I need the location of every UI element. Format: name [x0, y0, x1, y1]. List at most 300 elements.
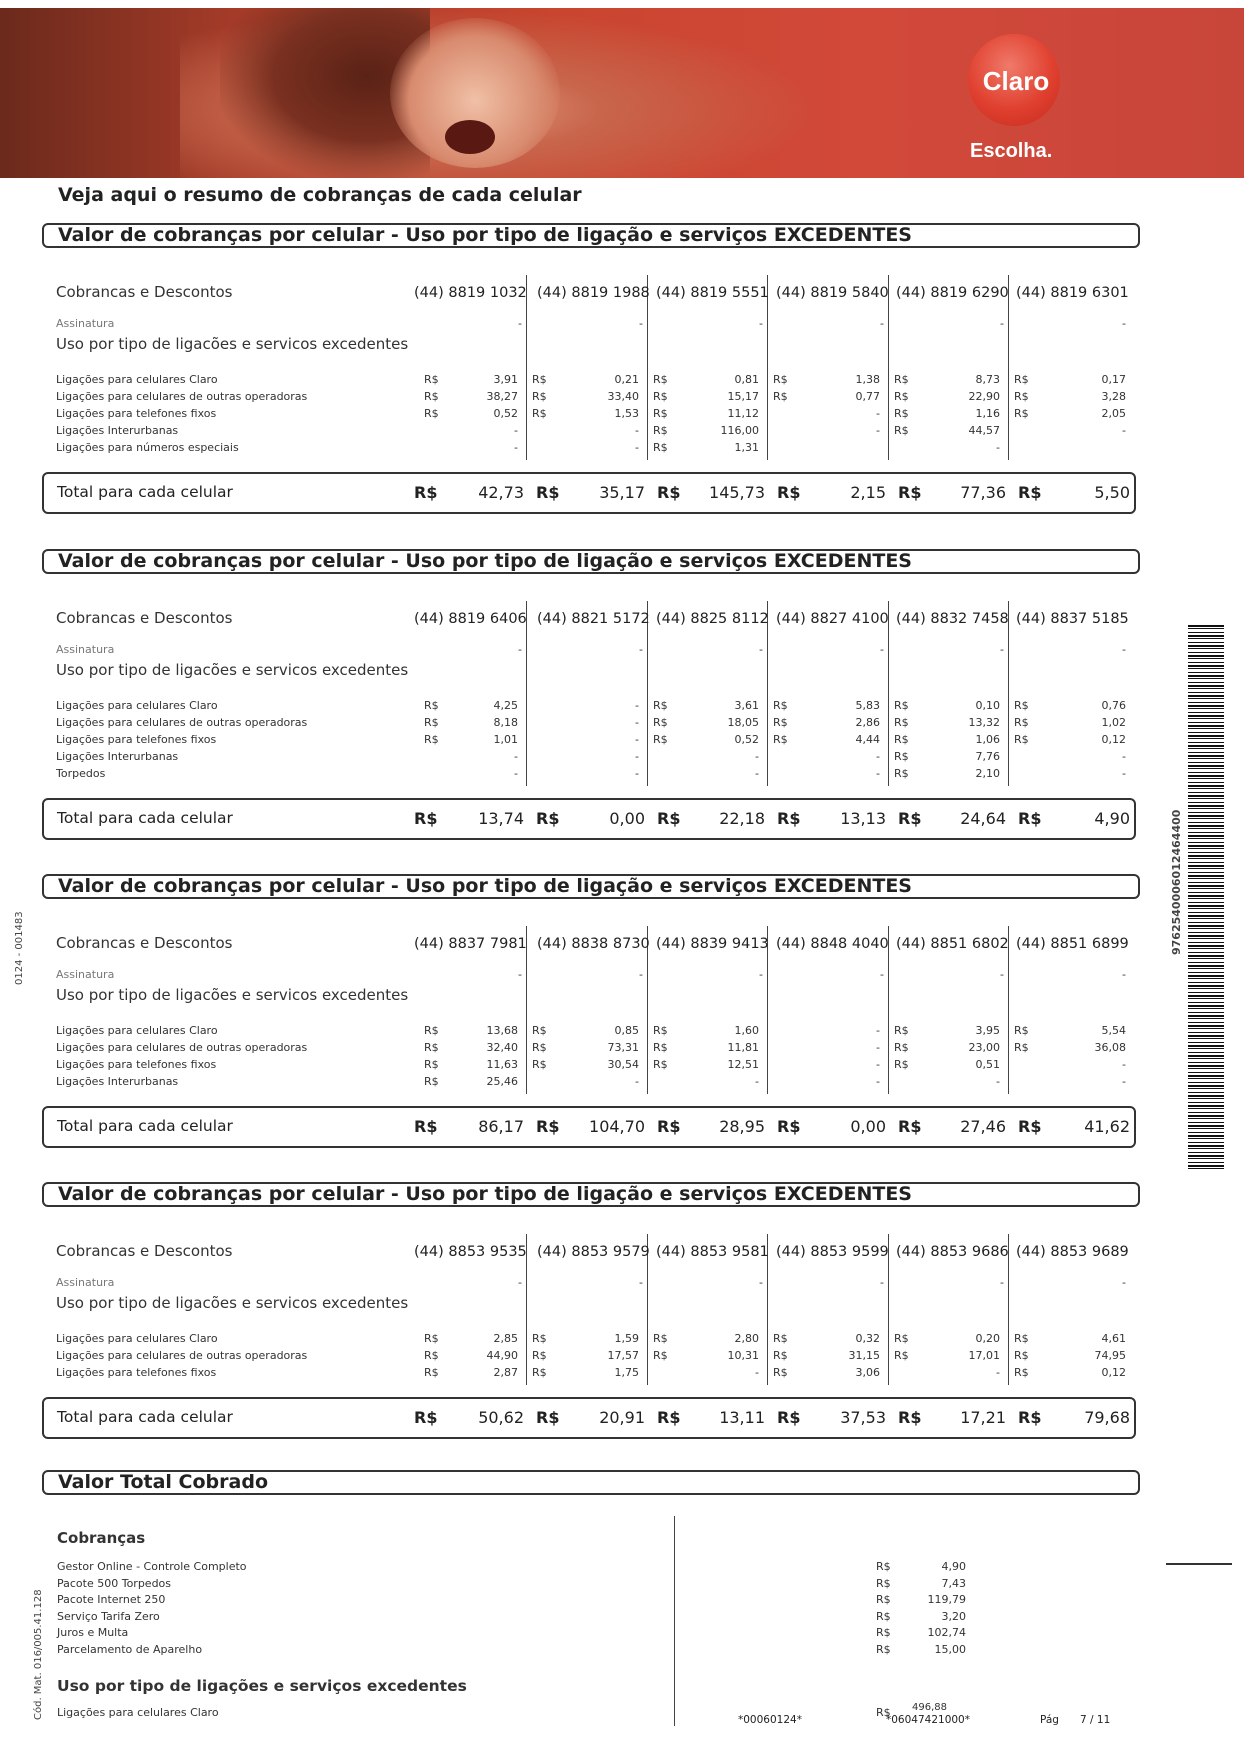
- usage-value: 10,31: [727, 1349, 759, 1362]
- subscription-value: -: [639, 968, 643, 981]
- total-value: 35,17: [599, 483, 645, 502]
- charges-header-label: Cobrancas e Descontos: [56, 1242, 233, 1260]
- usage-first-row: Ligações para celulares Claro: [57, 1706, 219, 1719]
- usage-dash: -: [876, 767, 880, 780]
- total-label: Total para cada celular: [57, 483, 233, 501]
- phone-number: (44) 8819 6406: [414, 611, 527, 627]
- usage-dash: -: [755, 750, 759, 763]
- total-label: Total para cada celular: [57, 809, 233, 827]
- usage-currency: R$: [424, 1041, 439, 1054]
- usage-currency: R$: [894, 750, 909, 763]
- usage-currency: R$: [424, 407, 439, 420]
- subscription-value: -: [880, 643, 884, 656]
- usage-currency: R$: [773, 716, 788, 729]
- column-separator: [1008, 601, 1009, 786]
- usage-currency: R$: [424, 1366, 439, 1379]
- subscription-value: -: [1122, 317, 1126, 330]
- usage-row-label: Torpedos: [56, 767, 106, 780]
- usage-value: 1,59: [614, 1332, 639, 1345]
- total-currency: R$: [414, 809, 438, 828]
- phone-number: (44) 8848 4040: [776, 936, 889, 952]
- total-value: 22,18: [719, 809, 765, 828]
- usage-currency: R$: [653, 1058, 668, 1071]
- total-value: 41,62: [1084, 1117, 1130, 1136]
- total-currency: R$: [898, 1117, 922, 1136]
- total-value: 77,36: [960, 483, 1006, 502]
- usage-value: 0,85: [614, 1024, 639, 1037]
- phone-number: (44) 8827 4100: [776, 611, 889, 627]
- usage-dash: -: [755, 1366, 759, 1379]
- usage-currency: R$: [424, 1332, 439, 1345]
- usage-value: 5,83: [855, 699, 880, 712]
- usage-dash: -: [876, 407, 880, 420]
- total-value: 28,95: [719, 1117, 765, 1136]
- usage-row-label: Ligações Interurbanas: [56, 1075, 179, 1088]
- charge-item-label: Gestor Online - Controle Completo: [57, 1560, 247, 1573]
- section-title: Valor de cobranças por celular - Uso por tipo de ligação e serviços EXCEDENTES: [42, 874, 1140, 899]
- usage-currency: R$: [653, 1041, 668, 1054]
- usage-value: 1,38: [855, 373, 880, 386]
- usage-dash: -: [635, 767, 639, 780]
- total-currency: R$: [657, 1408, 681, 1427]
- usage-value: 36,08: [1094, 1041, 1126, 1054]
- usage-row-label: Ligações para celulares Claro: [56, 373, 218, 386]
- total-currency: R$: [657, 809, 681, 828]
- total-value: 0,00: [850, 1117, 886, 1136]
- usage-dash: -: [635, 699, 639, 712]
- usage-value: 44,90: [486, 1349, 518, 1362]
- subscription-value: -: [759, 1276, 763, 1289]
- fold-mark: [1166, 1563, 1232, 1565]
- usage-currency: R$: [894, 1024, 909, 1037]
- charge-item-currency: R$: [876, 1560, 891, 1573]
- usage-dash: -: [996, 1075, 1000, 1088]
- usage-value: 25,46: [486, 1075, 518, 1088]
- usage-dash: -: [876, 1075, 880, 1088]
- footer-partial-currency: R$: [876, 1706, 891, 1719]
- usage-value: 1,53: [614, 407, 639, 420]
- usage-value: 17,57: [607, 1349, 639, 1362]
- total-value: 4,90: [1094, 809, 1130, 828]
- usage-value: 0,20: [975, 1332, 1000, 1345]
- usage-value: 116,00: [720, 424, 759, 437]
- barcode: [1188, 625, 1224, 1170]
- usage-currency: R$: [532, 390, 547, 403]
- total-label: Total para cada celular: [57, 1408, 233, 1426]
- subscription-value: -: [880, 1276, 884, 1289]
- side-code-bottom: Cód. Mat. 016/005.41.128: [33, 1589, 44, 1720]
- page-number: 7 / 11: [1080, 1714, 1111, 1726]
- total-currency: R$: [414, 1408, 438, 1427]
- usage-value: 2,10: [975, 767, 1000, 780]
- usage-value: 2,05: [1101, 407, 1126, 420]
- total-value: 20,91: [599, 1408, 645, 1427]
- usage-row-label: Ligações para celulares Claro: [56, 1332, 218, 1345]
- phone-number: (44) 8853 9686: [896, 1244, 1009, 1260]
- usage-value: 13,68: [486, 1024, 518, 1037]
- usage-currency: R$: [773, 390, 788, 403]
- phone-number: (44) 8853 9689: [1016, 1244, 1129, 1260]
- usage-row-label: Ligações para celulares de outras operadoras: [56, 716, 308, 729]
- subscription-value: -: [639, 643, 643, 656]
- usage-currency: R$: [894, 1058, 909, 1071]
- total-currency: R$: [1018, 809, 1042, 828]
- total-currency: R$: [414, 1117, 438, 1136]
- usage-currency: R$: [653, 699, 668, 712]
- usage-dash: -: [876, 424, 880, 437]
- phone-number: (44) 8832 7458: [896, 611, 1009, 627]
- total-value: 79,68: [1084, 1408, 1130, 1427]
- usage-currency: R$: [773, 1332, 788, 1345]
- usage-currency: R$: [1014, 1366, 1029, 1379]
- usage-currency: R$: [653, 441, 668, 454]
- total-currency: R$: [777, 1408, 801, 1427]
- subscription-value: -: [1000, 643, 1004, 656]
- usage-value: 8,18: [493, 716, 518, 729]
- usage-value: 13,32: [968, 716, 1000, 729]
- total-value: 145,73: [709, 483, 765, 502]
- usage-currency: R$: [894, 407, 909, 420]
- usage-value: 44,57: [968, 424, 1000, 437]
- total-value: 37,53: [840, 1408, 886, 1427]
- phone-number: (44) 8819 1988: [537, 285, 650, 301]
- charge-item-value: 4,90: [941, 1560, 966, 1573]
- usage-value: 73,31: [607, 1041, 639, 1054]
- total-section-divider: [674, 1516, 675, 1726]
- usage-dash: -: [1122, 424, 1126, 437]
- usage-dash: -: [635, 1075, 639, 1088]
- usage-value: 7,76: [975, 750, 1000, 763]
- usage-value: 11,12: [727, 407, 759, 420]
- usage-currency: R$: [894, 1041, 909, 1054]
- usage-row-label: Ligações para celulares Claro: [56, 699, 218, 712]
- usage-value: 4,44: [855, 733, 880, 746]
- usage-value: 3,91: [493, 373, 518, 386]
- usage-currency: R$: [653, 716, 668, 729]
- usage-dash: -: [514, 750, 518, 763]
- usage-row-label: Ligações para telefones fixos: [56, 1366, 217, 1379]
- total-currency: R$: [414, 483, 438, 502]
- subscription-value: -: [518, 968, 522, 981]
- usage-currency: R$: [894, 390, 909, 403]
- usage-dash: -: [635, 441, 639, 454]
- usage-label: Uso por tipo de ligacões e servicos excedentes: [56, 335, 409, 353]
- usage-value: 0,21: [614, 373, 639, 386]
- section-title: Valor de cobranças por celular - Uso por tipo de ligação e serviços EXCEDENTES: [42, 223, 1140, 248]
- total-currency: R$: [536, 483, 560, 502]
- usage-value: 12,51: [727, 1058, 759, 1071]
- total-value: 50,62: [478, 1408, 524, 1427]
- usage-currency: R$: [424, 699, 439, 712]
- usage-value: 2,85: [493, 1332, 518, 1345]
- usage-dash: -: [996, 441, 1000, 454]
- total-value: 13,74: [478, 809, 524, 828]
- usage-value: 0,81: [734, 373, 759, 386]
- usage-row-label: Ligações para telefones fixos: [56, 1058, 217, 1071]
- charge-item-currency: R$: [876, 1593, 891, 1606]
- column-separator: [888, 601, 889, 786]
- usage-currency: R$: [894, 1349, 909, 1362]
- usage-dash: -: [996, 1366, 1000, 1379]
- usage-currency: R$: [532, 407, 547, 420]
- logo-text: Claro: [982, 66, 1050, 96]
- usage-dash: -: [514, 424, 518, 437]
- subscription-value: -: [518, 317, 522, 330]
- usage-currency: R$: [1014, 1041, 1029, 1054]
- usage-value: 1,02: [1101, 716, 1126, 729]
- side-code-top: 0124 - 001483: [14, 911, 25, 985]
- subscription-value: -: [1122, 1276, 1126, 1289]
- usage-value: 0,32: [855, 1332, 880, 1345]
- usage-value: 23,00: [968, 1041, 1000, 1054]
- total-currency: R$: [898, 809, 922, 828]
- total-currency: R$: [1018, 1408, 1042, 1427]
- subscription-label: Assinatura: [56, 317, 115, 330]
- charge-item-value: 119,79: [927, 1593, 966, 1606]
- footer-code-right: *06047421000*: [886, 1714, 970, 1726]
- usage-dash: -: [514, 441, 518, 454]
- total-label: Total para cada celular: [57, 1117, 233, 1135]
- charge-item-value: 15,00: [934, 1642, 966, 1656]
- subscription-value: -: [1000, 968, 1004, 981]
- usage-currency: R$: [424, 1349, 439, 1362]
- usage-dash: -: [876, 1058, 880, 1071]
- charge-item-label: Serviço Tarifa Zero: [57, 1609, 160, 1623]
- phone-number: (44) 8851 6802: [896, 936, 1009, 952]
- column-separator: [767, 275, 768, 460]
- usage-currency: R$: [894, 699, 909, 712]
- total-value: 2,15: [850, 483, 886, 502]
- total-currency: R$: [777, 809, 801, 828]
- usage-label: Uso por tipo de ligacões e servicos excedentes: [56, 1294, 409, 1312]
- usage-row-label: Ligações Interurbanas: [56, 750, 179, 763]
- charge-item-currency: R$: [876, 1626, 891, 1639]
- usage-currency: R$: [653, 373, 668, 386]
- page-heading: Veja aqui o resumo de cobranças de cada celular: [58, 184, 582, 206]
- column-separator: [888, 275, 889, 460]
- total-value: 13,11: [719, 1408, 765, 1427]
- subscription-value: -: [759, 968, 763, 981]
- usage-value: 15,17: [727, 390, 759, 403]
- usage-currency: R$: [1014, 373, 1029, 386]
- phone-number: (44) 8853 9599: [776, 1244, 889, 1260]
- usage-value: 0,17: [1101, 373, 1126, 386]
- total-value: 104,70: [589, 1117, 645, 1136]
- usage-currency: R$: [653, 424, 668, 437]
- column-separator: [647, 601, 648, 786]
- total-currency: R$: [1018, 1117, 1042, 1136]
- usage-value: 0,51: [975, 1058, 1000, 1071]
- total-currency: R$: [898, 1408, 922, 1427]
- phone-number: (44) 8819 1032: [414, 285, 527, 301]
- section-title: Valor de cobranças por celular - Uso por tipo de ligação e serviços EXCEDENTES: [42, 1182, 1140, 1207]
- phone-number: (44) 8838 8730: [537, 936, 650, 952]
- charge-item-label: Juros e Multa: [57, 1626, 129, 1639]
- phone-number: (44) 8819 6301: [1016, 285, 1129, 301]
- subscription-value: -: [1122, 643, 1126, 656]
- usage-currency: R$: [532, 1366, 547, 1379]
- charges-header-label: Cobrancas e Descontos: [56, 283, 233, 301]
- subscription-value: -: [1000, 1276, 1004, 1289]
- column-separator: [647, 275, 648, 460]
- usage-currency: R$: [894, 424, 909, 437]
- usage-value: 4,25: [493, 699, 518, 712]
- usage-dash: -: [635, 424, 639, 437]
- charges-label: Cobranças: [57, 1529, 146, 1547]
- usage-currency: R$: [532, 1349, 547, 1362]
- usage-value: 18,05: [727, 716, 759, 729]
- total-value: 86,17: [478, 1117, 524, 1136]
- total-currency: R$: [777, 1117, 801, 1136]
- subscription-value: -: [518, 1276, 522, 1289]
- total-value: 42,73: [478, 483, 524, 502]
- phone-number: (44) 8851 6899: [1016, 936, 1129, 952]
- usage-value: 2,87: [493, 1366, 518, 1379]
- phone-number: (44) 8821 5172: [537, 611, 650, 627]
- usage-value: 32,40: [486, 1041, 518, 1054]
- column-separator: [1008, 275, 1009, 460]
- usage-value: 30,54: [607, 1058, 639, 1071]
- usage-currency: R$: [1014, 1024, 1029, 1037]
- charge-item-value: 102,74: [927, 1626, 966, 1639]
- usage-value: 0,12: [1101, 1366, 1126, 1379]
- total-currency: R$: [777, 483, 801, 502]
- usage-currency: R$: [894, 733, 909, 746]
- usage-currency: R$: [1014, 407, 1029, 420]
- usage-value: 2,80: [734, 1332, 759, 1345]
- footer-code-left: *00060124*: [738, 1714, 802, 1726]
- subscription-label: Assinatura: [56, 1276, 115, 1289]
- usage-value: 1,01: [493, 733, 518, 746]
- usage-value: 1,06: [975, 733, 1000, 746]
- usage-value: 1,16: [975, 407, 1000, 420]
- column-separator: [767, 601, 768, 786]
- usage-currency: R$: [424, 716, 439, 729]
- total-value: 27,46: [960, 1117, 1006, 1136]
- phone-number: (44) 8853 9579: [537, 1244, 650, 1260]
- usage-value: 0,77: [855, 390, 880, 403]
- usage-value: 0,52: [734, 733, 759, 746]
- charge-item-currency: R$: [876, 1642, 891, 1656]
- subscription-value: -: [880, 317, 884, 330]
- usage-value: 38,27: [486, 390, 518, 403]
- usage-currency: R$: [424, 1075, 439, 1088]
- usage-label-final: Uso por tipo de ligações e serviços excedentes: [57, 1677, 467, 1695]
- total-currency: R$: [536, 1117, 560, 1136]
- usage-dash: -: [1122, 1058, 1126, 1071]
- usage-dash: -: [514, 767, 518, 780]
- usage-value: 5,54: [1101, 1024, 1126, 1037]
- section-title: Valor de cobranças por celular - Uso por tipo de ligação e serviços EXCEDENTES: [42, 549, 1140, 574]
- usage-row-label: Ligações para celulares de outras operadoras: [56, 1349, 308, 1362]
- usage-dash: -: [635, 733, 639, 746]
- usage-value: 3,06: [855, 1366, 880, 1379]
- usage-row-label: Ligações para telefones fixos: [56, 733, 217, 746]
- usage-row-label: Ligações para celulares de outras operadoras: [56, 390, 308, 403]
- charge-item-currency: R$: [876, 1576, 891, 1590]
- phone-number: (44) 8819 5840: [776, 285, 889, 301]
- phone-number: (44) 8837 7981: [414, 936, 527, 952]
- charge-item-label: Parcelamento de Aparelho: [57, 1642, 203, 1656]
- usage-currency: R$: [653, 1332, 668, 1345]
- usage-currency: R$: [653, 407, 668, 420]
- phone-number: (44) 8819 6290: [896, 285, 1009, 301]
- usage-currency: R$: [424, 1024, 439, 1037]
- total-value: 13,13: [840, 809, 886, 828]
- usage-label: Uso por tipo de ligacões e servicos excedentes: [56, 661, 409, 679]
- usage-currency: R$: [653, 390, 668, 403]
- usage-currency: R$: [1014, 699, 1029, 712]
- subscription-label: Assinatura: [56, 643, 115, 656]
- usage-dash: -: [1122, 750, 1126, 763]
- usage-value: 0,76: [1101, 699, 1126, 712]
- usage-dash: -: [635, 750, 639, 763]
- usage-currency: R$: [894, 716, 909, 729]
- usage-value: 11,81: [727, 1041, 759, 1054]
- phone-number: (44) 8853 9535: [414, 1244, 527, 1260]
- charges-header-label: Cobrancas e Descontos: [56, 934, 233, 952]
- total-currency: R$: [657, 1117, 681, 1136]
- usage-currency: R$: [773, 699, 788, 712]
- phone-number: (44) 8825 8112: [656, 611, 769, 627]
- phone-number: (44) 8853 9581: [656, 1244, 769, 1260]
- usage-currency: R$: [532, 1058, 547, 1071]
- tagline: Escolha.: [970, 140, 1053, 162]
- usage-dash: -: [876, 750, 880, 763]
- usage-dash: -: [635, 716, 639, 729]
- charge-item-value: 3,20: [941, 1609, 966, 1623]
- charge-item-value: 7,43: [941, 1576, 966, 1590]
- total-value: 17,21: [960, 1408, 1006, 1427]
- usage-row-label: Ligações para telefones fixos: [56, 407, 217, 420]
- total-value: 5,50: [1094, 483, 1130, 502]
- usage-value: 31,15: [848, 1349, 880, 1362]
- usage-currency: R$: [653, 1024, 668, 1037]
- usage-label: Uso por tipo de ligacões e servicos excedentes: [56, 986, 409, 1004]
- column-separator: [526, 275, 527, 460]
- usage-row-label: Ligações Interurbanas: [56, 424, 179, 437]
- subscription-value: -: [639, 317, 643, 330]
- phone-number: (44) 8819 5551: [656, 285, 769, 301]
- usage-currency: R$: [894, 1332, 909, 1345]
- usage-dash: -: [876, 1041, 880, 1054]
- usage-value: 0,52: [493, 407, 518, 420]
- total-currency: R$: [898, 483, 922, 502]
- usage-value: 22,90: [968, 390, 1000, 403]
- subscription-value: -: [759, 317, 763, 330]
- usage-dash: -: [1122, 767, 1126, 780]
- footer-partial-value: 496,88: [912, 1702, 947, 1713]
- charges-header-label: Cobrancas e Descontos: [56, 609, 233, 627]
- usage-value: 3,95: [975, 1024, 1000, 1037]
- usage-value: 0,12: [1101, 733, 1126, 746]
- usage-currency: R$: [894, 767, 909, 780]
- subscription-value: -: [1122, 968, 1126, 981]
- usage-value: 2,86: [855, 716, 880, 729]
- usage-dash: -: [755, 767, 759, 780]
- usage-currency: R$: [532, 1332, 547, 1345]
- usage-value: 3,28: [1101, 390, 1126, 403]
- subscription-value: -: [759, 643, 763, 656]
- usage-currency: R$: [1014, 1349, 1029, 1362]
- usage-currency: R$: [773, 1366, 788, 1379]
- usage-currency: R$: [532, 373, 547, 386]
- total-section-title: Valor Total Cobrado: [42, 1470, 1140, 1495]
- usage-currency: R$: [424, 373, 439, 386]
- usage-value: 1,60: [734, 1024, 759, 1037]
- usage-value: 3,61: [734, 699, 759, 712]
- charge-item-label: Pacote Internet 250: [57, 1593, 166, 1606]
